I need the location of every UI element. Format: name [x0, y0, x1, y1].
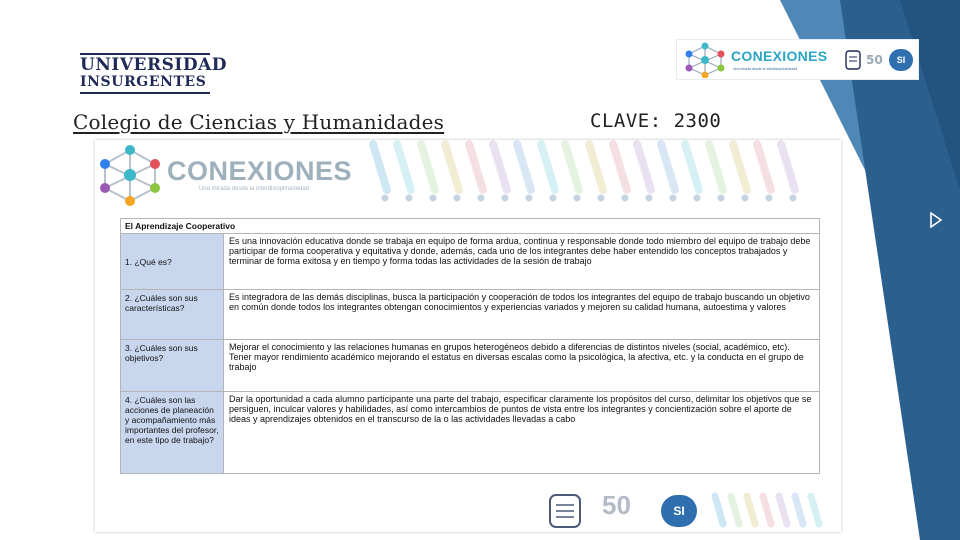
answer-cell: Mejorar el conocimiento y las relaciones humanas en grupos heterogéneos debido a diferencias de distintos niveles (social, académico, etc). Tener mayor rendimiento académico mejorando el estatus en diversas escalas como la psicológica, la afectiva, etc. y la conducta en el grupo de trabajo: [224, 340, 820, 392]
si-badge: SI: [889, 49, 913, 71]
question-cell: 3. ¿Cuáles son sus objetivos?: [121, 340, 224, 392]
svg-text:50: 50: [866, 53, 883, 67]
answer-cell: Es integradora de las demás disciplinas, busca la participación y cooperación de todos los integrantes del equipo de trabajo buscando un objetivo en común donde todos los integrantes obtengan conocimientos y experiencias variados y mejoren su calidad humana, autoestima y valores: [224, 290, 820, 340]
answer-cell: Es una innovación educativa donde se trabaja en equipo de forma ardua, continua y responsable donde todo miembro del equipo de trabajo debe participar de forma cooperativa y equitativa y donde, además, cada uno de los integrantes debe haber entendido los conceptos trabajados y terminar de forma exitosa y en tiempo y forma todas las actividades de la sesión de trabajo: [224, 234, 820, 290]
conexiones-banner: [676, 39, 919, 80]
table-row: [121, 234, 820, 290]
anniversary-logo-icon: [865, 49, 887, 71]
table-row: [121, 340, 820, 392]
doc-stripe-decoration: [361, 140, 831, 208]
banner-tagline: Una mirada desde la interdisciplinariedad: [733, 67, 798, 71]
footer-anniversary-number: 50: [602, 490, 631, 520]
table-row: [121, 392, 820, 474]
unam-seal-icon: [845, 50, 861, 70]
university-logo-line1: UNIVERSIDAD: [80, 55, 227, 75]
slide-arrow-icon: [929, 212, 943, 228]
table-row: [121, 290, 820, 340]
answer-cell: Dar la oportunidad a cada alumno participante una parte del trabajo, especificar claramente los propósitos del curso, delimitar los objetivos que se persiguen, inculcar valores y habilidades, así como intercambios de puntos de vista entre los integrantes y concientización sobre el aporte de ideas y aprendizajes obtenidos en el transcurso de la o las actividades llevadas a cabo: [224, 392, 820, 474]
college-title: Colegio de Ciencias y Humanidades: [73, 110, 445, 134]
footer-unam-seal-icon: [547, 493, 583, 529]
university-logo-line2: INSURGENTES: [80, 74, 210, 94]
footer-si-badge: SI: [661, 495, 697, 527]
table-title: El Aprendizaje Cooperativo: [121, 219, 820, 234]
conexiones-network-icon: [681, 42, 729, 78]
banner-brand: CONEXIONES: [731, 48, 828, 64]
university-logo: [80, 53, 227, 94]
document-image: [95, 140, 841, 532]
question-cell: 4. ¿Cuáles son las acciones de planeación y acompañamiento más importantes del profesor, en este tipo de trabajo?: [121, 392, 224, 474]
doc-logo-tagline: Una mirada desde la interdisciplinariedad: [199, 186, 310, 192]
question-cell: 1. ¿Qué es?: [121, 234, 224, 290]
doc-logo-brand: CONEXIONES: [167, 156, 353, 186]
cooperative-learning-table: [120, 218, 820, 474]
clave-label: CLAVE: 2300: [590, 110, 722, 132]
footer-stripe-decoration: [707, 492, 837, 530]
table-header-row: [121, 219, 820, 234]
question-cell: 2. ¿Cuáles son sus características?: [121, 290, 224, 340]
doc-conexiones-network-icon: [95, 144, 165, 206]
footer-anniversary-logo: [600, 490, 646, 530]
